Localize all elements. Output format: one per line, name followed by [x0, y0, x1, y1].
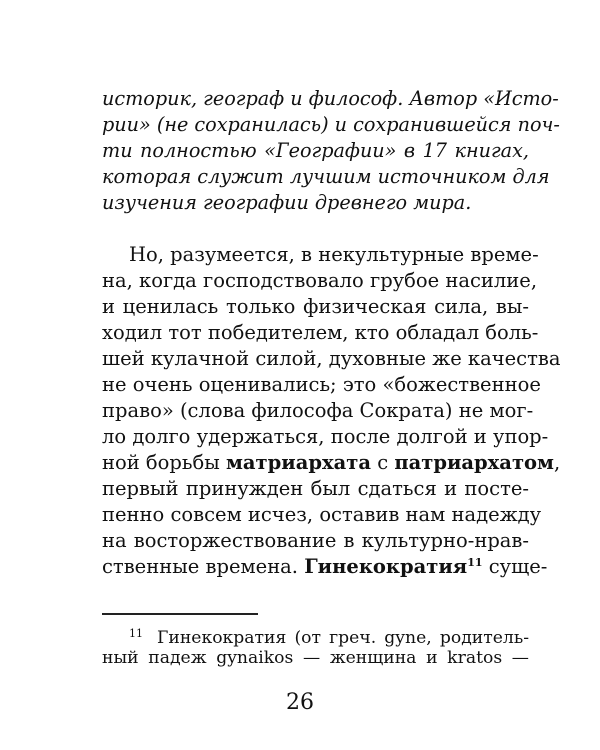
footnote-line	[129, 622, 529, 646]
note-line: рии» (не сохранилась) и сохранившейся поч-	[102, 113, 560, 136]
page-number: 26	[286, 690, 314, 715]
body-line: на восторжествование в культурно-нрав-	[102, 529, 529, 552]
body-text-span: ственные времена.	[102, 555, 305, 578]
footnote-text: Гинекократия (от греч. gyne, родитель-	[157, 628, 529, 648]
bold-term-patriarchy: патриархатом	[394, 451, 554, 474]
footnote-number: 11	[129, 627, 143, 640]
note-line: изучения географии древнего мира.	[102, 191, 472, 214]
body-line: ло долго удержаться, после долгой и упор-	[102, 425, 549, 448]
body-line: первый принужден был сдаться и посте-	[102, 477, 529, 500]
body-line: и ценилась только физическая сила, вы-	[102, 295, 529, 318]
body-line: не очень оценивались; это «божественное	[102, 373, 541, 396]
note-line: которая служит лучшим источником для	[102, 165, 550, 188]
body-line: право» (слова философа Сократа) не мог-	[102, 399, 534, 422]
footnote-separator	[102, 613, 258, 615]
body-line-gynecocracy	[102, 554, 548, 580]
body-line: на, когда господствовало грубое насилие,	[102, 269, 538, 292]
body-text-span: ной борьбы	[102, 451, 226, 474]
footnote-line: ный падеж gynaikos — женщина и kratos —	[102, 648, 529, 668]
body-text-span: суще-	[482, 555, 548, 578]
note-line: историк, географ и философ. Автор «Исто-	[102, 87, 559, 110]
body-text-span: ,	[553, 451, 561, 474]
body-text-span: с	[371, 451, 395, 474]
bold-term-matriarchy: матриархата	[225, 451, 371, 474]
body-line: пенно совсем исчез, оставив нам надежду	[102, 503, 542, 526]
body-line: шей кулачной силой, духовные же качества	[102, 347, 561, 370]
body-line: Но, разумеется, в некультурные време-	[129, 243, 539, 266]
bold-term-gynecocracy: Гинекократия	[304, 555, 468, 578]
body-line-bold-terms	[102, 450, 561, 476]
note-line: ти полностью «Географии» в 17 книгах,	[102, 139, 529, 162]
body-line: ходил тот победителем, кто обладал боль-	[102, 321, 539, 344]
footnote-ref[interactable]: 11	[467, 556, 483, 569]
